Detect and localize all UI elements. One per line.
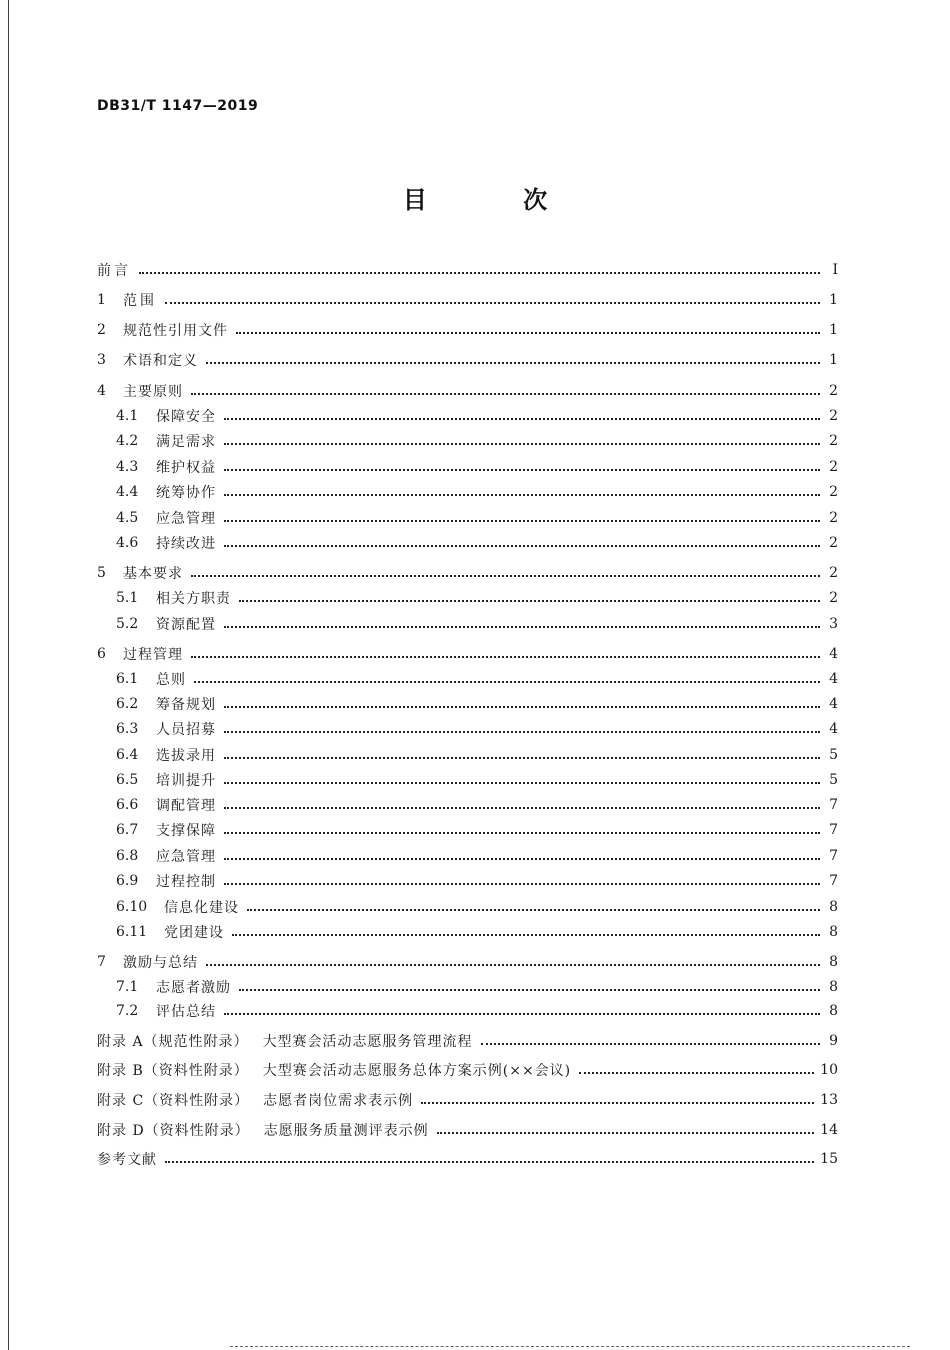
toc-entry-label: 满足需求 bbox=[156, 434, 216, 450]
toc-entry-label: 过程控制 bbox=[156, 874, 216, 890]
toc-dot-leader bbox=[579, 1067, 814, 1074]
toc-entry-number: 附录 C（资料性附录） bbox=[97, 1093, 250, 1109]
toc-entry-page: 2 bbox=[829, 484, 838, 500]
toc-dot-leader bbox=[224, 515, 820, 522]
toc-entry-page: 2 bbox=[829, 590, 838, 606]
toc-entry-number: 7.2 bbox=[116, 1003, 139, 1019]
toc-entry-number: 附录 B（资料性附录） bbox=[97, 1063, 249, 1079]
toc-entry-label: 总则 bbox=[156, 672, 186, 688]
toc-entry-label: 统筹协作 bbox=[156, 485, 216, 501]
toc-dot-leader bbox=[236, 327, 820, 334]
standard-code-header: DB31/T 1147—2019 bbox=[97, 98, 259, 114]
toc-entry-label: 人员招募 bbox=[156, 722, 216, 738]
toc-entry-page: 3 bbox=[829, 616, 838, 632]
toc-entry-number: 4.1 bbox=[116, 408, 139, 424]
toc-entry[interactable] bbox=[116, 481, 838, 503]
toc-entry-page: 4 bbox=[829, 721, 838, 737]
toc-entry[interactable] bbox=[97, 951, 838, 973]
toc-entry-number: 6.10 bbox=[116, 899, 148, 915]
toc-entry-page: 5 bbox=[829, 772, 838, 788]
toc-entry[interactable] bbox=[97, 349, 838, 371]
toc-entry-label: 筹备规划 bbox=[156, 697, 216, 713]
toc-dot-leader bbox=[224, 802, 820, 809]
toc-dot-leader bbox=[191, 388, 820, 395]
toc-entry-label: 规范性引用文件 bbox=[123, 323, 228, 339]
toc-entry-label: 持续改进 bbox=[156, 536, 216, 552]
toc-entry-page: 2 bbox=[829, 565, 838, 581]
toc-entry[interactable] bbox=[97, 1089, 838, 1111]
toc-entry-label: 大型赛会活动志愿服务管理流程 bbox=[262, 1034, 473, 1050]
toc-entry-label: 基本要求 bbox=[123, 566, 183, 582]
toc-dot-leader bbox=[224, 752, 820, 759]
toc-entry-page: 7 bbox=[829, 848, 838, 864]
toc-dot-leader bbox=[191, 570, 820, 577]
toc-entry-number: 6.11 bbox=[116, 924, 148, 940]
toc-entry-label: 参考文献 bbox=[97, 1152, 157, 1168]
toc-entry[interactable] bbox=[116, 870, 838, 892]
toc-entry-number: 6.9 bbox=[116, 873, 139, 889]
toc-dot-leader bbox=[247, 904, 820, 911]
toc-dot-leader bbox=[224, 777, 820, 784]
toc-entry-page: 2 bbox=[829, 535, 838, 551]
toc-entry-label: 党团建设 bbox=[164, 925, 224, 941]
toc-entry-number: 4.5 bbox=[116, 510, 139, 526]
toc-entry-page: 8 bbox=[829, 899, 838, 915]
toc-entry[interactable] bbox=[116, 896, 838, 918]
toc-dot-leader bbox=[224, 489, 820, 496]
toc-entry[interactable] bbox=[116, 845, 838, 867]
toc-entry[interactable] bbox=[116, 769, 838, 791]
toc-dot-leader bbox=[224, 1008, 820, 1015]
toc-dot-leader bbox=[165, 1156, 814, 1163]
toc-entry-page: 13 bbox=[820, 1092, 838, 1108]
toc-entry-number: 6.7 bbox=[116, 822, 139, 838]
toc-entry-label: 志愿服务质量测评表示例 bbox=[263, 1123, 429, 1139]
toc-entry-number: 6.4 bbox=[116, 747, 139, 763]
toc-entry-page: 2 bbox=[829, 383, 838, 399]
toc-entry-page: 2 bbox=[829, 433, 838, 449]
toc-entry-label: 术语和定义 bbox=[123, 353, 198, 369]
toc-entry-page: 9 bbox=[829, 1033, 838, 1049]
toc-entry-page: 14 bbox=[820, 1122, 838, 1138]
toc-dot-leader bbox=[165, 297, 820, 304]
toc-entry[interactable] bbox=[116, 532, 838, 554]
toc-dot-leader bbox=[224, 726, 820, 733]
toc-dot-leader bbox=[191, 651, 820, 658]
toc-dot-leader bbox=[239, 984, 820, 991]
toc-entry[interactable] bbox=[116, 744, 838, 766]
toc-dot-leader bbox=[224, 827, 820, 834]
toc-entry-page: 8 bbox=[829, 954, 838, 970]
toc-entry[interactable] bbox=[97, 562, 838, 584]
toc-entry[interactable] bbox=[116, 405, 838, 427]
toc-dot-leader bbox=[224, 701, 820, 708]
toc-entry-number: 3 bbox=[97, 352, 106, 368]
toc-entry-number: 4.3 bbox=[116, 459, 139, 475]
toc-entry[interactable] bbox=[97, 1119, 838, 1141]
toc-entry-page: 4 bbox=[829, 646, 838, 662]
toc-dot-leader bbox=[224, 438, 820, 445]
toc-entry-label: 选拔录用 bbox=[156, 748, 216, 764]
toc-entry-number: 5 bbox=[97, 565, 106, 581]
toc-entry[interactable] bbox=[116, 921, 838, 943]
toc-dot-leader bbox=[139, 267, 820, 274]
toc-entry-number: 7.1 bbox=[116, 979, 139, 995]
toc-entry[interactable] bbox=[97, 1030, 838, 1052]
toc-entry-number: 6.2 bbox=[116, 696, 139, 712]
toc-entry-label: 应急管理 bbox=[156, 849, 216, 865]
toc-dot-leader bbox=[421, 1097, 814, 1104]
toc-entry-label: 范围 bbox=[123, 293, 157, 309]
toc-dot-leader bbox=[224, 413, 820, 420]
toc-entry[interactable] bbox=[97, 643, 838, 665]
toc-entry-number: 4.4 bbox=[116, 484, 139, 500]
toc-entry-number: 5.1 bbox=[116, 590, 139, 606]
toc-entry[interactable] bbox=[97, 380, 838, 402]
toc-entry-label: 保障安全 bbox=[156, 409, 216, 425]
toc-entry-label: 调配管理 bbox=[156, 798, 216, 814]
toc-dot-leader bbox=[437, 1127, 814, 1134]
toc-entry-number: 1 bbox=[97, 292, 106, 308]
toc-dot-leader bbox=[239, 595, 820, 602]
toc-entry-page: 2 bbox=[829, 459, 838, 475]
toc-dot-leader bbox=[224, 878, 820, 885]
toc-entry-page: 4 bbox=[829, 696, 838, 712]
toc-entry-number: 4 bbox=[97, 383, 106, 399]
toc-entry-page: 7 bbox=[829, 797, 838, 813]
toc-entry-number: 2 bbox=[97, 322, 106, 338]
toc-entry[interactable] bbox=[116, 456, 838, 478]
toc-entry-number: 6.3 bbox=[116, 721, 139, 737]
toc-entry[interactable] bbox=[116, 794, 838, 816]
toc-entry[interactable] bbox=[97, 319, 838, 341]
toc-entry-page: 15 bbox=[820, 1151, 838, 1167]
toc-dot-leader bbox=[224, 853, 820, 860]
toc-dot-leader bbox=[481, 1038, 820, 1045]
toc-entry-label: 相关方职责 bbox=[156, 591, 231, 607]
toc-entry-number: 7 bbox=[97, 954, 106, 970]
toc-entry-label: 过程管理 bbox=[123, 647, 183, 663]
toc-entry[interactable] bbox=[116, 819, 838, 841]
toc-entry-number: 5.2 bbox=[116, 616, 139, 632]
toc-entry-label: 志愿者岗位需求表示例 bbox=[263, 1093, 414, 1109]
toc-entry-label: 培训提升 bbox=[156, 773, 216, 789]
toc-entry-page: 7 bbox=[829, 822, 838, 838]
toc-entry-label: 激励与总结 bbox=[123, 955, 198, 971]
toc-entry-page: 1 bbox=[829, 352, 838, 368]
toc-dot-leader bbox=[194, 676, 820, 683]
toc-entry-label: 评估总结 bbox=[156, 1004, 216, 1020]
toc-entry-label: 主要原则 bbox=[123, 384, 183, 400]
toc-entry-label: 支撑保障 bbox=[156, 823, 216, 839]
toc-entry[interactable] bbox=[116, 718, 838, 740]
toc-dot-leader bbox=[206, 959, 820, 966]
toc-dot-leader bbox=[224, 621, 820, 628]
toc-entry-label: 资源配置 bbox=[156, 617, 216, 633]
toc-entry[interactable] bbox=[97, 1059, 838, 1081]
toc-dot-leader bbox=[224, 464, 820, 471]
toc-title: 目 次 bbox=[402, 186, 592, 214]
toc-entry-number: 附录 A（规范性附录） bbox=[97, 1034, 249, 1050]
toc-entry-page: 7 bbox=[829, 873, 838, 889]
toc-entry-number: 4.2 bbox=[116, 433, 139, 449]
toc-entry-number: 6 bbox=[97, 646, 106, 662]
toc-entry[interactable] bbox=[116, 693, 838, 715]
toc-entry-label: 前言 bbox=[97, 263, 131, 279]
toc-entry-number: 6.6 bbox=[116, 797, 139, 813]
toc-entry-number: 6.8 bbox=[116, 848, 139, 864]
toc-dot-leader bbox=[224, 540, 820, 547]
toc-entry[interactable] bbox=[97, 259, 838, 281]
toc-entry-page: 8 bbox=[829, 979, 838, 995]
toc-entry-page: 2 bbox=[829, 510, 838, 526]
toc-entry[interactable] bbox=[116, 1000, 838, 1022]
toc-entry[interactable] bbox=[116, 587, 838, 609]
toc-entry-page: 2 bbox=[829, 408, 838, 424]
toc-entry[interactable] bbox=[116, 507, 838, 529]
toc-entry[interactable] bbox=[116, 668, 838, 690]
toc-entry-page: Ⅰ bbox=[832, 262, 838, 278]
toc-entry-label: 志愿者激励 bbox=[156, 980, 231, 996]
toc-entry[interactable] bbox=[116, 613, 838, 635]
toc-entry-label: 大型赛会活动志愿服务总体方案示例(××会议) bbox=[262, 1063, 572, 1079]
toc-entry-page: 8 bbox=[829, 924, 838, 940]
toc-dot-leader bbox=[232, 929, 820, 936]
toc-entry-number: 4.6 bbox=[116, 535, 139, 551]
toc-entry-label: 应急管理 bbox=[156, 511, 216, 527]
toc-entry-label: 信息化建设 bbox=[164, 900, 239, 916]
toc-dot-leader bbox=[206, 357, 820, 364]
toc-entry[interactable] bbox=[97, 1148, 838, 1170]
toc-entry-page: 1 bbox=[829, 292, 838, 308]
toc-entry-number: 6.5 bbox=[116, 772, 139, 788]
toc-entry-number: 6.1 bbox=[116, 671, 139, 687]
toc-entry[interactable] bbox=[116, 430, 838, 452]
toc-entry[interactable] bbox=[116, 976, 838, 998]
toc-entry-page: 8 bbox=[829, 1003, 838, 1019]
toc-entry[interactable] bbox=[97, 289, 838, 311]
toc-entry-page: 10 bbox=[820, 1062, 838, 1078]
bottom-dashed-rule bbox=[230, 1346, 910, 1348]
toc-entry-page: 1 bbox=[829, 322, 838, 338]
toc-entry-page: 5 bbox=[829, 747, 838, 763]
toc-entry-page: 4 bbox=[829, 671, 838, 687]
toc-entry-label: 维护权益 bbox=[156, 460, 216, 476]
toc-entry-number: 附录 D（资料性附录） bbox=[97, 1123, 250, 1139]
